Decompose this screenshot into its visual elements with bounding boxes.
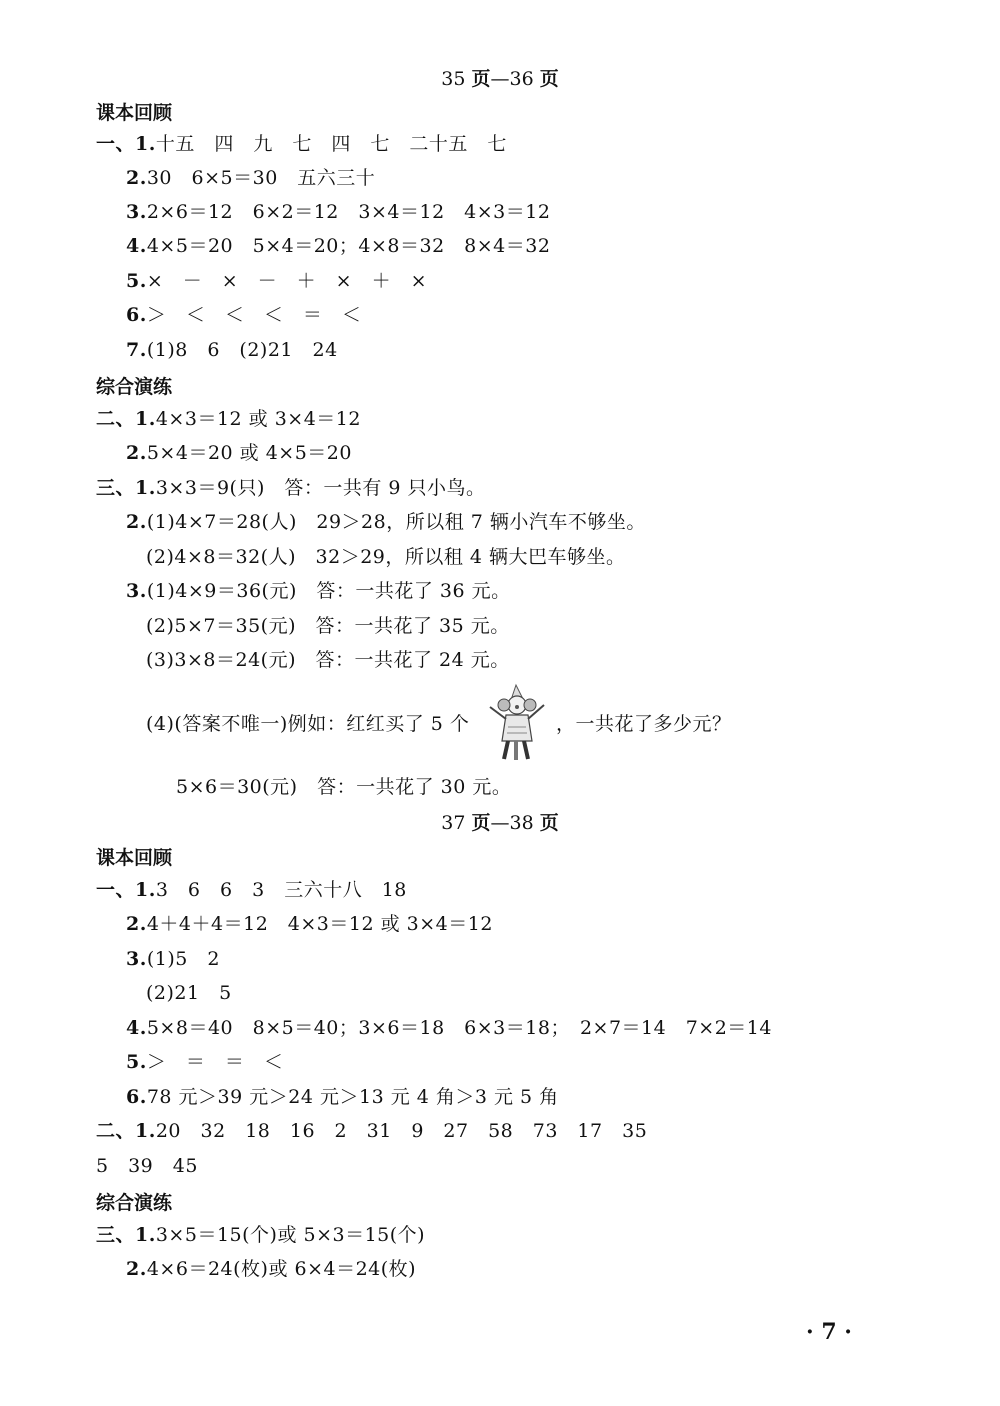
answer-label: 一、1.: [96, 879, 156, 901]
header-page-word: 页: [539, 68, 559, 90]
q4-suffix: ，一共花了多少元？: [556, 713, 732, 735]
answer-label: 5.: [126, 1051, 147, 1073]
practice-title: 综合演练: [96, 1192, 173, 1214]
answer-line: [146, 613, 510, 639]
answer-label: 三、1.: [96, 1224, 156, 1246]
answer-text: 4×3＝12 或 3×4＝12: [155, 408, 361, 430]
answer-text: 4＋4＋4＝12 4×3＝12 或 3×4＝12: [146, 913, 493, 935]
answer-label: 3.: [126, 580, 147, 602]
header-page-start: 35: [441, 68, 466, 90]
answer-text: 4×6＝24(枚)或 6×4＝24(枚): [146, 1258, 417, 1280]
answer-text: × － × － ＋ × ＋ ×: [146, 270, 428, 292]
answer-text: ＞ ＝ ＝ ＜: [146, 1051, 284, 1073]
answer-text: ＞ ＜ ＜ ＜ ＝ ＜: [146, 304, 362, 326]
answer-line: [96, 1153, 198, 1179]
answer-label: 一、1.: [96, 133, 156, 155]
answer-text: (1)5 2: [146, 948, 220, 970]
answer-text: 5×8＝40 8×5＝40；3×6＝18 6×3＝18； 2×7＝14 7×2＝14: [146, 1017, 772, 1039]
section-header-35-36: [0, 64, 1000, 91]
header-page-end: 38: [509, 812, 534, 834]
answer-label: 2.: [126, 511, 147, 533]
answer-text: (1)8 6 (2)21 24: [146, 339, 338, 361]
answer-text: 78 元＞39 元＞24 元＞13 元 4 角＞3 元 5 角: [146, 1086, 559, 1108]
answer-text: 3 6 6 3 三六十八 18: [155, 879, 407, 901]
answer-line: [126, 165, 375, 191]
clown-icon: [486, 683, 550, 763]
answer-text: 3×5＝15(个)或 5×3＝15(个): [155, 1224, 426, 1246]
header-page-end: 36: [509, 68, 534, 90]
answer-label: 3.: [126, 948, 147, 970]
answer-line: [126, 199, 550, 225]
answer-text: (2)21 5: [146, 982, 232, 1004]
answer-label: 4.: [126, 1017, 147, 1039]
answer-line: [126, 509, 646, 535]
review-title: 课本回顾: [96, 102, 173, 124]
answer-line: [126, 440, 352, 466]
answer-text: 30 6×5＝30 五六三十: [146, 167, 376, 189]
answer-label: 三、1.: [96, 477, 156, 499]
section-header-37-38: [0, 808, 1000, 835]
answer-label: 6.: [126, 1086, 147, 1108]
answer-label: 7.: [126, 339, 147, 361]
q4-answer: 5×6＝30(元) 答：一共花了 30 元。: [176, 776, 512, 798]
answer-text: 4×5＝20 5×4＝20；4×8＝32 8×4＝32: [146, 235, 551, 257]
answer-label: 6.: [126, 304, 147, 326]
answer-text: (2)5×7＝35(元) 答：一共花了 35 元。: [146, 615, 510, 637]
answer-text: 5×4＝20 或 4×5＝20: [146, 442, 352, 464]
answer-line: [126, 302, 361, 328]
answer-label: 4.: [126, 235, 147, 257]
answer-line: [96, 131, 507, 157]
answer-line: [96, 406, 361, 432]
answer-line: [126, 578, 511, 604]
answer-text: (1)4×9＝36(元) 答：一共花了 36 元。: [146, 580, 511, 602]
answer-line: [126, 1049, 283, 1075]
answer-label: 2.: [126, 913, 147, 935]
answer-line: [126, 337, 338, 363]
answer-text: (2)4×8＝32(人) 32＞29，所以租 4 辆大巴车够坐。: [146, 546, 626, 568]
answer-text: (3)3×8＝24(元) 答：一共花了 24 元。: [146, 649, 510, 671]
answer-line: [126, 911, 493, 937]
answer-line: [126, 1084, 559, 1110]
answer-text: (1)4×7＝28(人) 29＞28，所以租 7 辆小汽车不够坐。: [146, 511, 646, 533]
answer-line: [146, 647, 510, 673]
header-page-start: 37: [441, 812, 466, 834]
answer-label: 二、1.: [96, 408, 156, 430]
page-number: · 7 ·: [806, 1319, 852, 1345]
answer-text: 2×6＝12 6×2＝12 3×4＝12 4×3＝12: [146, 201, 551, 223]
answer-line: [126, 233, 550, 259]
answer-line: [96, 1222, 425, 1248]
header-dash: —: [490, 68, 510, 90]
answer-label: 2.: [126, 1258, 147, 1280]
header-page-word: 页: [539, 812, 559, 834]
answer-line: [146, 980, 232, 1006]
answer-line: [126, 946, 220, 972]
answer-line: [146, 544, 626, 570]
answer-label: 5.: [126, 270, 147, 292]
header-page-word: 页: [471, 812, 491, 834]
answer-line: [96, 877, 407, 903]
answer-label: 3.: [126, 201, 147, 223]
practice-title: 综合演练: [96, 376, 173, 398]
review-title: 课本回顾: [96, 847, 173, 869]
answer-line: [126, 1256, 416, 1282]
answer-line: [96, 475, 486, 501]
answer-text: 3×3＝9(只) 答：一共有 9 只小鸟。: [155, 477, 486, 499]
answer-line: [96, 1118, 647, 1144]
answer-line: [126, 1015, 772, 1041]
answer-text: 5 39 45: [96, 1155, 198, 1177]
answer-text: 20 32 18 16 2 31 9 27 58 73 17 35: [155, 1120, 648, 1142]
answer-label: 二、1.: [96, 1120, 156, 1142]
answer-label: 2.: [126, 167, 147, 189]
answer-label: 2.: [126, 442, 147, 464]
answer-line: [126, 268, 427, 294]
answer-text: 十五 四 九 七 四 七 二十五 七: [155, 133, 507, 155]
header-dash: —: [490, 812, 510, 834]
header-page-word: 页: [471, 68, 491, 90]
q4-prefix: (4)(答案不唯一)例如：红红买了 5 个: [146, 713, 470, 735]
